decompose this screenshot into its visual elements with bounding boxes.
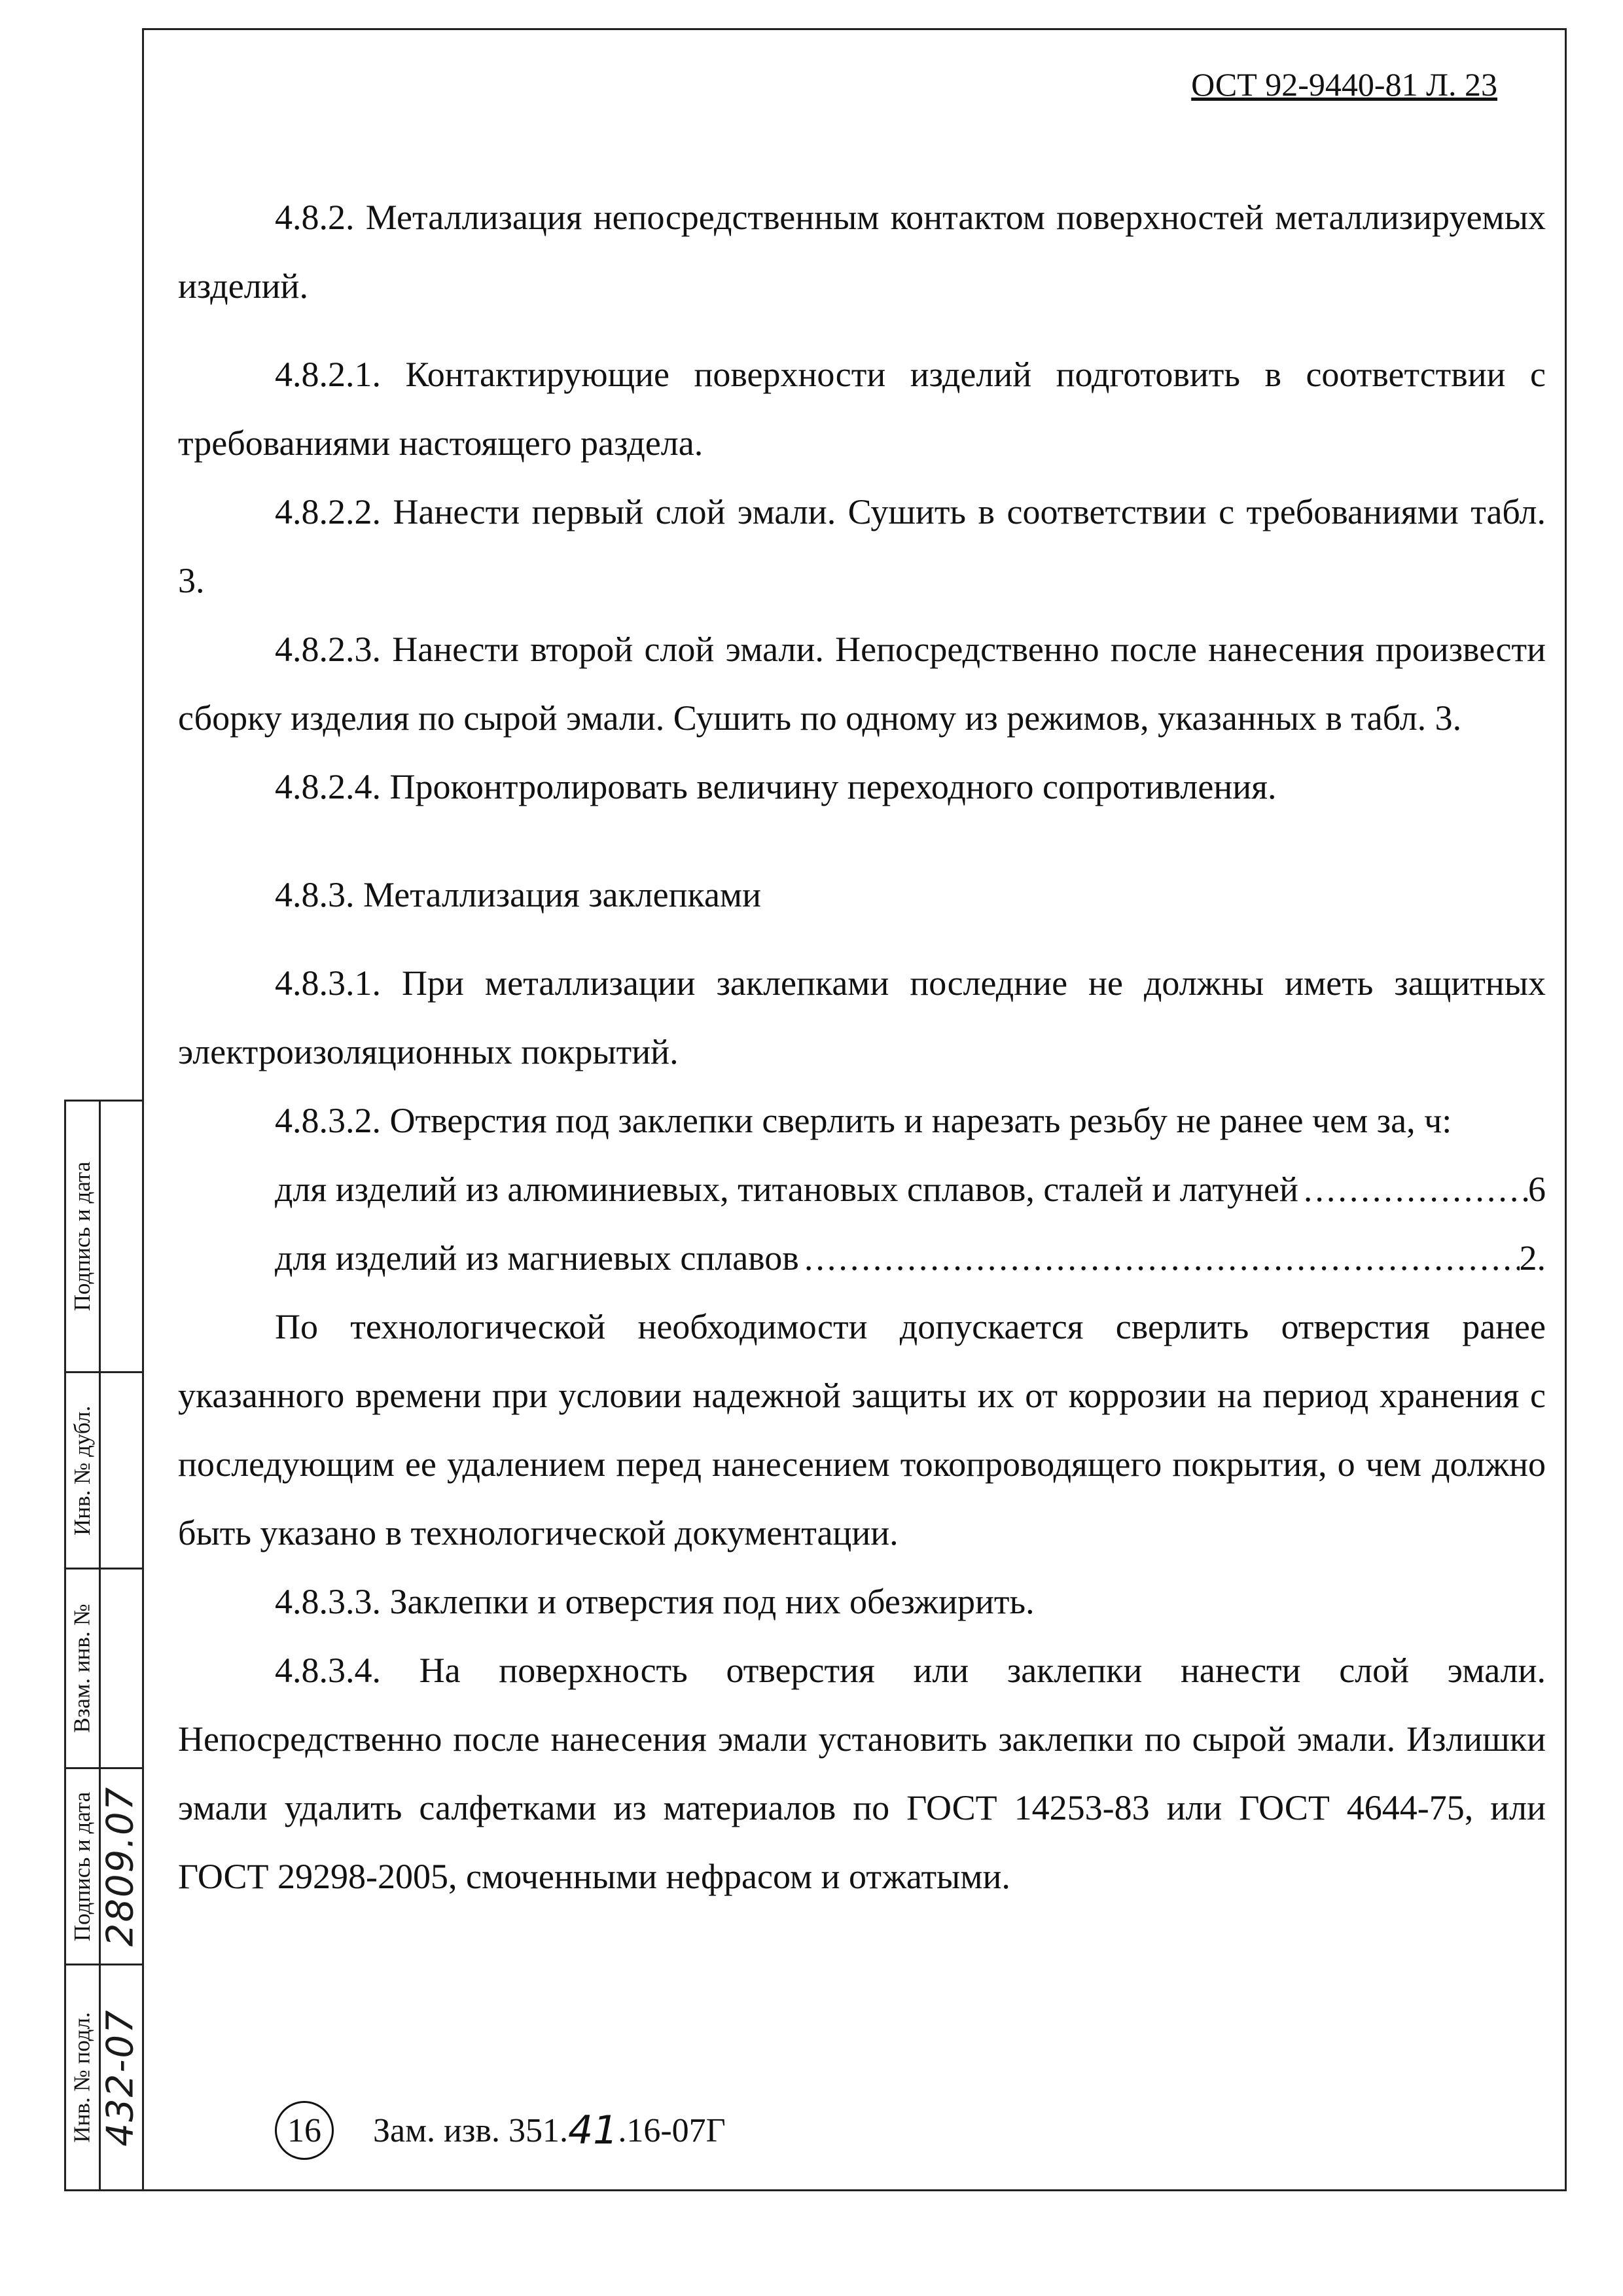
drill-list-item	[178, 1155, 1546, 1224]
change-prefix: Зам. изв. 351.	[373, 2111, 568, 2149]
leader-dots	[1298, 1155, 1528, 1224]
stamp-label: Инв. № подл.	[69, 2012, 96, 2143]
stamp-cell-orig-inv	[66, 1965, 142, 2191]
drill-list-item	[178, 1224, 1546, 1293]
drill-list-text: для изделий из алюминиевых, титановых сплавов, сталей и латуней	[275, 1170, 1298, 1209]
drill-list-text: для изделий из магниевых сплавов	[275, 1238, 799, 1278]
paragraph-4-8-3: 4.8.3. Металлизация заклепками	[275, 875, 762, 914]
stamp-cell-signature-date-top	[66, 1102, 142, 1373]
stamp-label: Подпись и дата	[69, 1161, 95, 1312]
paragraph-4-8-2-1: 4.8.2.1. Контактирующие поверхности изделий подготовить в соответствии с требованиями настоящего раздела.	[178, 355, 1546, 463]
paragraph-technological-note: По технологической необходимости допускается сверлить отверстия ранее указанного времени при условии надежной защиты их от коррозии на период хранения с последующим ее удалением перед нанесением токопроводящего покрытия, о чем должно быть указано в технологической документации.	[178, 1307, 1546, 1552]
document-header: ОСТ 92-9440-81 Л. 23	[1191, 66, 1497, 103]
paragraph-4-8-2-2: 4.8.2.2. Нанести первый слой эмали. Сушить в соответствии с требованиями табл. 3.	[178, 492, 1546, 600]
handwritten-inv-number: 432-07	[99, 2008, 142, 2147]
drill-list-value: 6	[1528, 1170, 1546, 1209]
stamp-label: Взам. инв. №	[69, 1604, 96, 1733]
change-notice	[275, 2101, 726, 2160]
stamp-label: Инв. № дубл.	[69, 1405, 95, 1535]
paragraph-4-8-2: 4.8.2. Металлизация непосредственным контактом поверхностей металлизируемых изделий.	[178, 198, 1546, 306]
paragraph-4-8-3-4: 4.8.3.4. На поверхность отверстия или заклепки нанести слой эмали. Непосредственно после нанесения эмали установить заклепки по сырой эмали. Излишки эмали удалить салфетками из материалов по ГОСТ 14253-83 или ГОСТ 4644-75, или ГОСТ 29298-2005, смоченными нефрасом и отжатыми.	[178, 1651, 1546, 1896]
stamp-cell-signature-date	[66, 1769, 142, 1965]
stamp-cell-dup-inv	[66, 1373, 142, 1570]
handwritten-date: 2809.07	[99, 1785, 142, 1947]
sheet-number-circle: 16	[275, 2101, 334, 2160]
stamp-cell-replaced-inv	[66, 1570, 142, 1769]
paragraph-4-8-2-3: 4.8.2.3. Нанести второй слой эмали. Непосредственно после нанесения произвести сборку изделия по сырой эмали. Сушить по одному из режимов, указанных в табл. 3.	[178, 630, 1546, 738]
paragraph-4-8-2-4: 4.8.2.4. Проконтролировать величину переходного сопротивления.	[275, 767, 1277, 806]
change-handwritten-number: 41	[567, 2108, 618, 2153]
paragraph-4-8-3-3: 4.8.3.3. Заклепки и отверстия под них обезжирить.	[275, 1582, 1035, 1621]
paragraph-4-8-3-1: 4.8.3.1. При металлизации заклепками последние не должны иметь защитных электроизоляционных покрытий.	[178, 963, 1546, 1071]
drill-list-value: 2.	[1519, 1238, 1546, 1278]
side-stamp-table	[64, 1100, 142, 2191]
leader-dots	[799, 1224, 1520, 1293]
stamp-label: Подпись и дата	[69, 1791, 95, 1941]
change-suffix: .16-07Г	[618, 2111, 726, 2149]
paragraph-4-8-3-2: 4.8.3.2. Отверстия под заклепки сверлить и нарезать резьбу не ранее чем за, ч:	[275, 1101, 1452, 1140]
document-body	[178, 183, 1546, 1911]
